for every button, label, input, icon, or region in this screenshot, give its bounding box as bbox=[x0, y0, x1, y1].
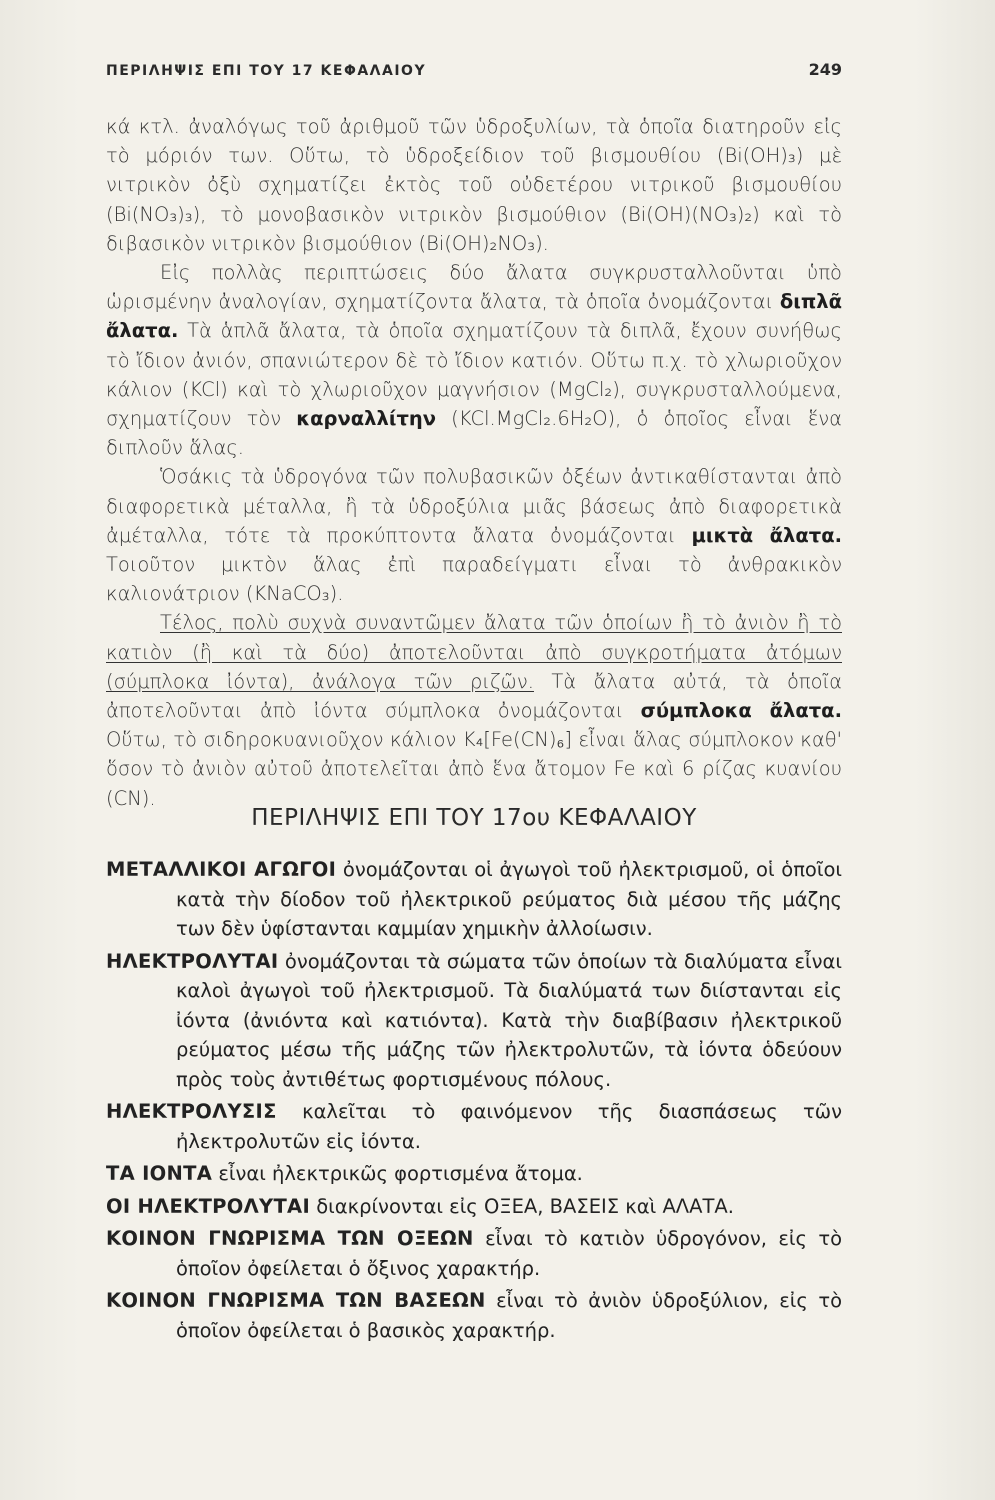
p3-text-a: Ὁσάκις τὰ ὑδρογόνα τῶν πολυβασικῶν ὀξέων ἀντικαθίστανται ἀπὸ διαφορετικὰ μέταλλα, ἢ τὰ ὑδροξύλια μιᾶς βάσεως ἀπὸ διαφορετικὰ ἀμέταλλα, τότε τὰ προκύπτοντα ἄλατα ὀνομάζονται bbox=[106, 465, 842, 547]
summary-definition: εἶναι τὸ ἀνιὸν ὑδροξύλιον, εἰς τὸ ὁποῖον ὀφείλεται ὁ βασικὸς χαρακτήρ. bbox=[176, 1289, 843, 1342]
summary-definition: διακρίνονται εἰς ΟΞΕΑ, ΒΑΣΕΙΣ καὶ ΑΛΑΤΑ. bbox=[310, 1194, 734, 1218]
paragraph-2 bbox=[106, 258, 842, 462]
summary-definition: ὀνομάζονται οἱ ἀγωγοὶ τοῦ ἠλεκτρισμοῦ, οἱ ὁποῖοι κατὰ τὴν δίοδον τοῦ ἠλεκτρικοῦ ρεύματος διὰ μέσου τῆς μάζης των δὲν ὑφίστανται καμμίαν χημικὴν ἀλλοίωσιν. bbox=[176, 858, 842, 940]
p4-text-b: Οὕτω, τὸ σιδηροκυανιοῦχον κάλιον K₄[Fe(CN)₆] εἶναι ἅλας σύμπλοκον καθ' ὅσον τὸ ἀνιὸν αὐτοῦ ἀποτελεῖται ἀπὸ ἕνα ἄτομον Fe καὶ 6 ρίζας κυανίου (CN). bbox=[106, 728, 842, 810]
summary-definition: εἶναι ἠλεκτρικῶς φορτισμένα ἄτομα. bbox=[212, 1162, 583, 1185]
summary-item bbox=[106, 947, 842, 1095]
summary-term: ΤΑ ΙΟΝΤΑ bbox=[106, 1162, 213, 1185]
page-header bbox=[106, 60, 842, 79]
summary-definition: εἶναι τὸ κατιὸν ὑδρογόνον, εἰς τὸ ὁποῖον ὀφείλεται ὁ ὄξινος χαρακτήρ. bbox=[176, 1227, 843, 1280]
summary-item bbox=[106, 855, 842, 944]
paragraph-3 bbox=[106, 462, 842, 608]
summary-term: ΚΟΙΝΟΝ ΓΝΩΡΙΣΜΑ ΤΩΝ ΟΞΕΩΝ bbox=[106, 1227, 474, 1250]
term-double-salts: διπλᾶ ἄλατα. bbox=[106, 290, 842, 343]
term-complex-salts: σύμπλοκα ἄλατα. bbox=[640, 699, 842, 723]
summary-title: ΠΕΡΙΛΗΨΙΣ ΕΠΙ ΤΟΥ 17ου ΚΕΦΑΛΑΙΟΥ bbox=[251, 805, 697, 831]
summary-term: ΗΛΕΚΤΡΟΛΥΤΑΙ bbox=[106, 949, 279, 973]
paragraph-1: κά κτλ. ἀναλόγως τοῦ ἀριθμοῦ τῶν ὑδροξυλίων, τὰ ὁποῖα διατηροῦν εἰς τὸ μόριόν των. Οὕτω, τὸ ὑδροξείδιον τοῦ βισμουθίου (Bi(OH)₃) μὲ νιτρικὸν ὀξὺ σχηματίζει ἐκτὸς τοῦ οὐδετέρου νιτρικοῦ βισμουθίου (Bi(NO₃)₃), τὸ μονοβασικὸν νιτρικὸν βισμούθιον (Bi(OH)(NO₃)₂) καὶ τὸ διβασικὸν νιτρικὸν βισμούθιον (Bi(OH)₂NO₃). bbox=[106, 115, 842, 255]
summary-definition: ὀνομάζονται τὰ σώματα τῶν ὁποίων τὰ διαλύματα εἶναι καλοὶ ἀγωγοὶ τοῦ ἠλεκτρισμοῦ. Τὰ διαλύματά των διίστανται εἰς ἰόντα (ἀνιόντα καὶ κατιόντα). Κατὰ τὴν διαβίβασιν ἠλεκτρικοῦ ρεύματος μέσω τῆς μάζης τῶν ἠλεκτρολυτῶν, τὰ ἰόντα ὁδεύουν πρὸς τοὺς ἀντιθέτως φορτισμένους πόλους. bbox=[176, 949, 842, 1091]
running-title: ΠΕΡΙΛΗΨΙΣ ΕΠΙ ΤΟΥ 17 ΚΕΦΑΛΑΙΟΥ bbox=[106, 63, 427, 79]
summary-item bbox=[106, 1192, 842, 1222]
summary-term: ΚΟΙΝΟΝ ΓΝΩΡΙΣΜΑ ΤΩΝ ΒΑΣΕΩΝ bbox=[106, 1289, 486, 1312]
term-carnallite: καρναλλίτην bbox=[296, 407, 437, 431]
p3-text-b: Τοιοῦτον μικτὸν ἅλας ἐπὶ παραδείγματι εἶναι τὸ ἀνθρακικὸν καλιονάτριον (KNaCO₃). bbox=[106, 553, 842, 606]
summary-definition: καλεῖται τὸ φαινόμενον τῆς διασπάσεως τῶν ἠλεκτρολυτῶν εἰς ἰόντα. bbox=[176, 1100, 842, 1153]
summary-term: ΟΙ ΗΛΕΚΤΡΟΛΥΤΑΙ bbox=[106, 1194, 310, 1218]
summary-item bbox=[106, 1224, 842, 1283]
paragraph-4 bbox=[106, 608, 842, 812]
summary-term: ΗΛΕΚΤΡΟΛΥΣΙΣ bbox=[106, 1100, 277, 1123]
p2-text-c: (KCl.MgCl₂.6H₂O), ὁ ὁποῖος εἶναι ἕνα διπλοῦν ἅλας. bbox=[106, 407, 842, 460]
p2-text-a: Εἰς πολλὰς περιπτώσεις δύο ἄλατα συγκρυσταλλοῦνται ὑπὸ ὡρισμένην ἀναλογίαν, σχηματίζοντα ἄλατα, τὰ ὁποῖα ὀνομάζονται bbox=[106, 261, 842, 314]
p2-text-b: Τὰ ἁπλᾶ ἄλατα, τὰ ὁποῖα σχηματίζουν τὰ διπλᾶ, ἔχουν συνήθως τὸ ἴδιον ἀνιόν, σπανιώτερον δὲ τὸ ἴδιον κατιόν. Οὕτω π.χ. τὸ χλωριοῦχον κάλιον (KCl) καὶ τὸ χλωριοῦχον μαγνήσιον (MgCl₂), συγκρυσταλλούμενα, σχηματίζουν τὸν bbox=[106, 319, 842, 431]
main-text bbox=[106, 112, 842, 813]
page-number: 249 bbox=[808, 60, 842, 79]
p4-text-a: Τὰ ἄλατα αὐτά, τὰ ὁποῖα ἀποτελοῦνται ἀπὸ ἰόντα σύμπλοκα ὀνομάζονται bbox=[106, 669, 843, 723]
summary-term: ΜΕΤΑΛΛΙΚΟΙ ΑΓΩΓΟΙ bbox=[106, 858, 337, 881]
underlined-passage: Τέλος, πολὺ συχνὰ συναντῶμεν ἄλατα τῶν ὁποίων ἢ τὸ ἀνιὸν ἢ τὸ κατιὸν (ἢ καὶ τὰ δύο) ἀποτελοῦνται ἀπὸ συγκροτήματα ἀτόμων (σύμπλοκα ἰόντα), ἀνάλογα τῶν ριζῶν. bbox=[106, 611, 842, 693]
summary-list bbox=[106, 855, 842, 1348]
summary-item bbox=[106, 1159, 842, 1189]
term-mixed-salts: μικτὰ ἄλατα. bbox=[691, 523, 842, 547]
summary-item bbox=[106, 1097, 842, 1156]
summary-item bbox=[106, 1286, 842, 1345]
